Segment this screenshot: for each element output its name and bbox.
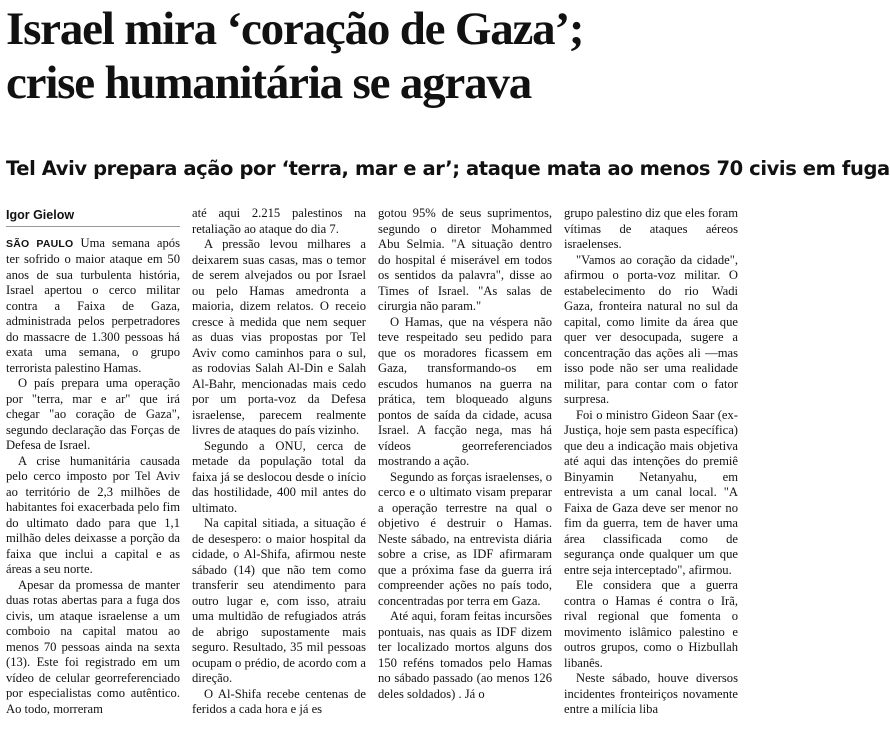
paragraph-text: Uma semana após ter sofrido o maior ataque em 50 anos de sua turbulenta história, Israel apertou o cerco militar contra a Faixa de Gaza, administrada pelos perpetradores do massacre de 1.300 pessoas há exata uma semana, o grupo terrorista palestino Hamas. (6, 235, 180, 375)
subheadline: Tel Aviv prepara ação por ‘terra, mar e ar’; ataque mata ao menos 70 civis em fuga (6, 157, 890, 180)
byline-divider (6, 226, 180, 227)
article-column-4 (564, 206, 738, 746)
paragraph: O Al-Shifa recebe centenas de feridos a cada hora e já es (192, 686, 366, 716)
paragraph: Na capital sitiada, a situação é de desespero: o maior hospital da cidade, o Al-Shifa, afirmou neste sábado (14) que não tem como transferir seu atendimento para outro lugar e, com isso, atraiu uma multidão de refugiados atrás de abrigo supostamente mais seguro. Resultado, 35 mil pessoas ocupam o prédio, de acordo com a direção. (192, 516, 366, 685)
paragraph: A crise humanitária causada pelo cerco imposto por Tel Aviv ao território de 2,3 milhões de habitantes foi exacerbada pelo fim do ultimato dado para que 1,1 milhão deles deixasse a porção da faixa que inclui a capital e as áreas a seu norte. (6, 453, 180, 576)
article-column-2 (192, 206, 366, 746)
headline (6, 2, 736, 110)
paragraph: Ele considera que a guerra contra o Hamas é contra o Irã, rival regional que fomenta o movimento islâmico palestino e outros grupos, como o Hizbullah libanês. (564, 578, 738, 670)
headline-line-2: crise humanitária se agrava (6, 57, 531, 109)
paragraph: Foi o ministro Gideon Saar (ex-Justiça, hoje sem pasta específica) que deu a indicação mais objetiva até aqui das intenções do premiê Binyamin Netanyahu, em entrevista a um canal local. "A Faixa de Gaza deve ser menor no fim da guerra, tem de haver uma área classificada como de segurança onde qualquer um que entre seja interceptado", afirmou. (564, 407, 738, 577)
paragraph: até aqui 2.215 palestinos na retaliação ao ataque do dia 7. (192, 206, 366, 236)
paragraph: Segundo a ONU, cerca de metade da população total da faixa já se deslocou desde o início das hostilidade, 400 mil antes do ultimato. (192, 438, 366, 515)
paragraph: Segundo as forças israelenses, o cerco e o ultimato visam preparar a operação terrestre na qual o objetivo é destruir o Hamas. Neste sábado, na entrevista diária sobre a crise, as IDF afirmaram que a próxima fase da guerra irá compreender ações no país todo, concentradas por terra em Gaza. (378, 469, 552, 608)
article-column-3 (378, 206, 552, 746)
paragraph: Apesar da promessa de manter duas rotas abertas para a fuga dos civis, um ataque israelense a um comboio na capital matou ao menos 70 pessoas ainda na sexta (13). Este foi registrado em um vídeo de celular georreferenciado por especialistas como autêntico. Ao todo, morreram (6, 577, 180, 716)
headline-line-1: Israel mira ‘coração de Gaza’; (6, 3, 584, 55)
paragraph: O Hamas, que na véspera não teve respeitado seu pedido para que os moradores ficassem em Gaza, transformando-os em escudos humanos na guerra na prática, tem bloqueado alguns pontos de saída da cidade, acusa Israel. A facção nega, mas há vídeos georreferenciados mostrando a ação. (378, 314, 552, 468)
paragraph: Neste sábado, houve diversos incidentes fronteiriços novamente entre a milícia liba (564, 671, 738, 716)
paragraph: gotou 95% de seus suprimentos, segundo o diretor Mohammed Abu Selmia. "A situação dentro do hospital é miserável em todos os sentidos da palavra", disse ao Times of Israel. "As salas de cirurgia não param." (378, 206, 552, 313)
article-column-1 (6, 206, 180, 746)
paragraph: "Vamos ao coração da cidade", afirmou o porta-voz militar. O estabelecimento do rio Wadi Gaza, fronteira natural no sul da capital, como limite da área que quer ver desocupada, sugere a concentração das ações ali —mas isso pode não ser uma realidade militar, para contar com o fator surpresa. (564, 252, 738, 406)
dateline: SÃO PAULO (6, 237, 74, 250)
paragraph: A pressão levou milhares a deixarem suas casas, mas o temor de serem alvejados ou por Israel ou pelo Hamas amedronta a maioria, dizem relatos. O receio cresce à medida que nem sequer as duas vias propostas por Tel Aviv como caminhos para o sul, as rodovias Salah Al-Din e Salah Al-Bahr, mencionadas mais cedo por um porta-voz da Defesa israelense, parecem realmente livres de ataques do país vizinho. (192, 237, 366, 437)
paragraph: Até aqui, foram feitas incursões pontuais, nas quais as IDF dizem ter localizado mortos alguns dos 150 reféns tomados pelo Hamas no sábado passado (ao menos 126 deles soldados) . Já o (378, 609, 552, 701)
paragraph: O país prepara uma operação por "terra, mar e ar" que irá chegar "ao coração de Gaza", segundo declaração das Forças de Defesa de Israel. (6, 376, 180, 452)
byline: Igor Gielow (6, 208, 75, 222)
paragraph (6, 236, 180, 377)
paragraph: grupo palestino diz que eles foram vítimas de ataques aéreos israelenses. (564, 206, 738, 251)
